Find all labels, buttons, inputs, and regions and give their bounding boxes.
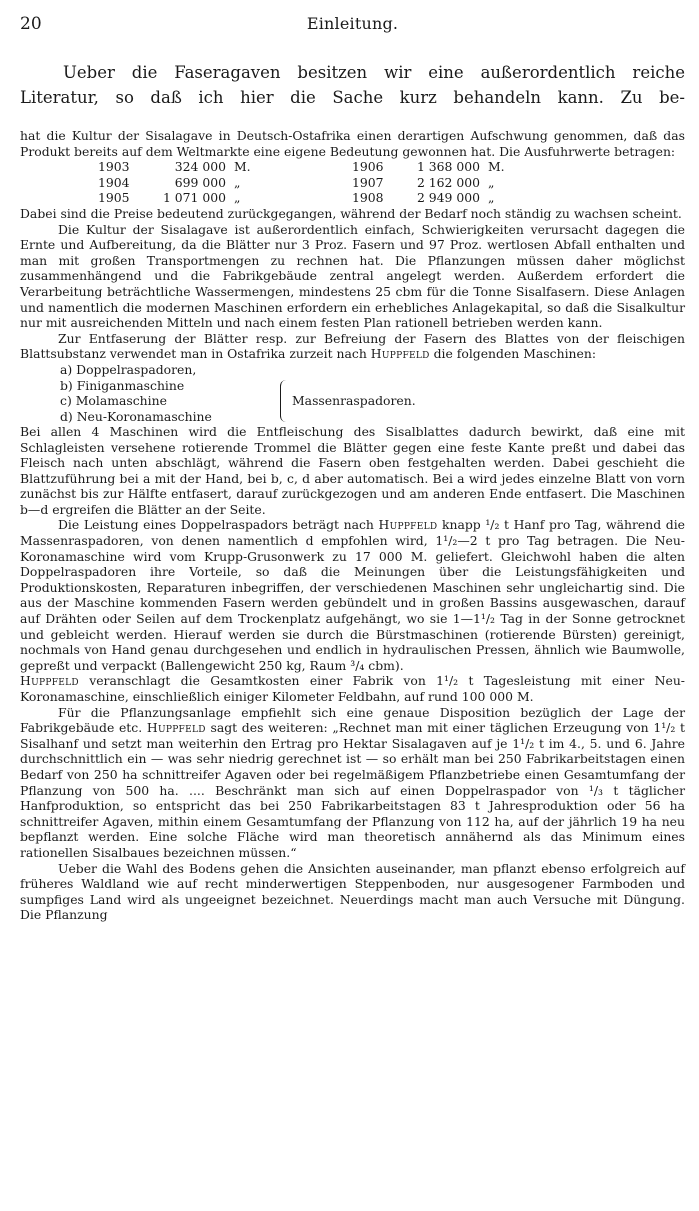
export-year: 1905 bbox=[98, 190, 130, 206]
paragraph-machines-intro: Zur Entfaserung der Blätter resp. zur Befreiung der Fasern des Blattes von der fleischigen Blattsubstanz verwendet man in Ostafrika zurzeit nach Huppfeld die folgenden Maschinen: bbox=[20, 330, 685, 362]
export-unit: M. bbox=[234, 159, 251, 175]
author-name: Huppfeld bbox=[146, 720, 206, 736]
export-values-table bbox=[98, 159, 606, 206]
export-amount: 2 162 000 bbox=[416, 174, 480, 190]
export-amount: 699 000 bbox=[174, 174, 226, 190]
page-number: 20 bbox=[20, 14, 42, 34]
list-item: b) Finiganmaschine bbox=[60, 377, 185, 393]
export-year: 1903 bbox=[98, 159, 130, 175]
page-header bbox=[20, 14, 685, 36]
paragraph-performance: Die Leistung eines Doppelraspadors beträgt nach Huppfeld knapp ¹/₂ t Hanf pro Tag, während die Massenraspadoren, von denen namentlich d empfohlen wird, 1¹/₂—2 t pro Tag betragen. Die Neu-Koronamaschine wird vom Krupp-Grusonwerk zu 17 000 M. geliefert. Gleichwohl haben die alten Doppelraspadoren ihre Vorteile, so daß die Meinungen über die Leistungsfähigkeiten und Produktionskosten, Reparaturen inbegriffen, der verschiedenen Maschinen sehr ungleichartig sind. Die aus der Maschine kommenden Fasern werden gebündelt und in großen Bassins ausgewaschen, darauf auf Drähten oder Seilen auf dem Trockenplatz aufgehängt, wo sie 1—1¹/₂ Tag in der Sonne getrocknet und gebleicht werden. Hierauf werden sie durch die Bürstmaschinen (rotierende Bürsten) gereinigt, nochmals von Hand genau durchgesehen und endlich in hydraulischen Pressen, ähnlich wie Baumwolle, gepreßt und verpackt (Ballengewicht 250 kg, Raum ³/₄ cbm). bbox=[20, 517, 685, 673]
author-name: Huppfeld bbox=[370, 346, 430, 362]
export-amount: 324 000 bbox=[174, 159, 226, 175]
export-year: 1908 bbox=[352, 190, 384, 206]
paragraph-soil: Ueber die Wahl des Bodens gehen die Ansichten auseinander, man pflanzt ebenso erfolgreich auf früheres Waldland wie auf recht minderwertigen Steppenboden, nur ausgesogener Farmboden und sumpfiges Land wird als ungeeignet bezeichnet. Neuerdings macht man auch Versuche mit Düngung. Die Pflanzung bbox=[20, 860, 685, 923]
export-unit: „ bbox=[488, 190, 495, 206]
paragraph-export-intro: hat die Kultur der Sisalagave in Deutsch-Ostafrika einen derartigen Aufschwung genommen, daß das Produkt bereits auf dem Weltmarkte eine eigene Bedeutung gewonnen hat. Die Ausfuhrwerte betragen: bbox=[20, 128, 685, 159]
export-unit: „ bbox=[234, 174, 241, 190]
machine-list bbox=[60, 362, 685, 424]
export-year: 1906 bbox=[352, 159, 384, 175]
intro-section bbox=[20, 60, 685, 110]
export-unit: „ bbox=[234, 190, 241, 206]
export-amount: 1 368 000 bbox=[416, 159, 480, 175]
export-amount: 2 949 000 bbox=[416, 190, 480, 206]
author-name: Huppfeld bbox=[20, 673, 79, 689]
export-year: 1907 bbox=[352, 174, 384, 190]
author-name: Huppfeld bbox=[378, 517, 438, 533]
export-amount: 1 071 000 bbox=[162, 190, 226, 206]
small-print-section bbox=[20, 128, 685, 923]
list-item: d) Neu-Koronamaschine bbox=[60, 408, 212, 424]
paragraph-prices: Dabei sind die Preise bedeutend zurückgegangen, während der Bedarf noch ständig zu wachsen scheint. bbox=[20, 205, 682, 221]
paragraph-plantation: Für die Pflanzungsanlage empfiehlt sich eine genaue Disposition bezüglich der Lage der Fabrikgebäude etc. Huppfeld sagt des weiteren: „Rechnet man mit einer täglichen Erzeugung von 1¹/₂ t Sisalhanf und setzt man weiterhin den Ertrag pro Hektar Sisalagaven auf je 1¹/₂ t im 4., 5. und 6. Jahre durchschnittlich ein — was sehr niedrig gerechnet ist — so erhält man bei 250 Fabrikarbeitstagen einen Bedarf von 250 ha schnittreifer Agaven oder bei regelmäßigem Pflanzbetriebe einen Gesamtumfang der Pflanzung von 500 ha. .... Beschränkt man sich auf einen Doppelraspador von ¹/₃ t täglicher Hanfproduktion, so entspricht das bei 250 Fabrikarbeitstagen 83 t Jahresproduktion oder 56 ha schnittreifer Agaven, mithin einem Gesamtumfang der Pflanzung von 112 ha, auf der jährlich 19 ha neu bepflanzt werden. Eine solche Fläche wird man theoretisch annähernd als das Minimum eines rationellen Sisalbaues bezeichnen müssen.“ bbox=[20, 704, 685, 860]
table-row bbox=[98, 190, 606, 206]
intro-paragraph: Ueber die Faseragaven besitzen wir eine außerordentlich reiche Literatur, so daß ich hier die Sache kurz behandeln kann. Zu be- bbox=[20, 63, 685, 107]
paragraph-defleshing: Bei allen 4 Maschinen wird die Entfleischung des Sisalblattes dadurch bewirkt, daß eine mit Schlagleisten versehene rotierende Trommel die Blätter gegen eine feste Kante preßt und dabei das Fleisch nach unten abschlägt, während die Fasern oben festgehalten werden. Dabei geschieht die Blattzuführung bei a mit der Hand, bei b, c, d aber automatisch. Bei a wird jedes einzelne Blatt von vorn zunächst bis zur Hälfte entfasert, darauf zurückgezogen und am anderen Ende entfasert. Die Maschinen b—d ergreifen die Blätter an der Seite. bbox=[20, 423, 685, 517]
running-title: Einleitung. bbox=[306, 14, 399, 33]
paragraph-cultivation: Die Kultur der Sisalagave ist außerordentlich einfach, Schwierigkeiten verursacht dagegen die Ernte und Aufbereitung, da die Blätter nur 3 Proz. Fasern und 97 Proz. wertlosen Abfall enthalten und man mit großen Transportmengen zu rechnen hat. Die Pflanzungen müssen daher möglichst zusammenhängend und die Fabrikgebäude zentral angelegt werden. Außerdem erfordert die Verarbeitung beträchtliche Wassermengen, mindestens 25 cbm für die Tonne Sisalfasern. Diese Anlagen und namentlich die modernen Maschinen erfordern ein erhebliches Anlagekapital, so daß die Sisalkultur nur mit ausreichenden Mitteln und nach einem festen Plan rationell betrieben werden kann. bbox=[20, 221, 685, 331]
export-unit: „ bbox=[488, 174, 495, 190]
table-row bbox=[98, 175, 606, 191]
machine-group-label: Massenraspadoren. bbox=[292, 392, 416, 408]
export-unit: M. bbox=[488, 159, 505, 175]
paragraph-costs: Huppfeld veranschlagt die Gesamtkosten einer Fabrik von 1¹/₂ t Tagesleistung mit einer Neu-Koronamaschine, einschließlich einiger Kilometer Feldbahn, auf rund 100 000 M. bbox=[20, 673, 685, 704]
grouping-brace bbox=[280, 380, 287, 422]
list-item: a) Doppelraspadoren, bbox=[60, 361, 197, 377]
table-row bbox=[98, 159, 606, 175]
list-item: c) Molamaschine bbox=[60, 393, 167, 409]
export-year: 1904 bbox=[98, 174, 130, 190]
